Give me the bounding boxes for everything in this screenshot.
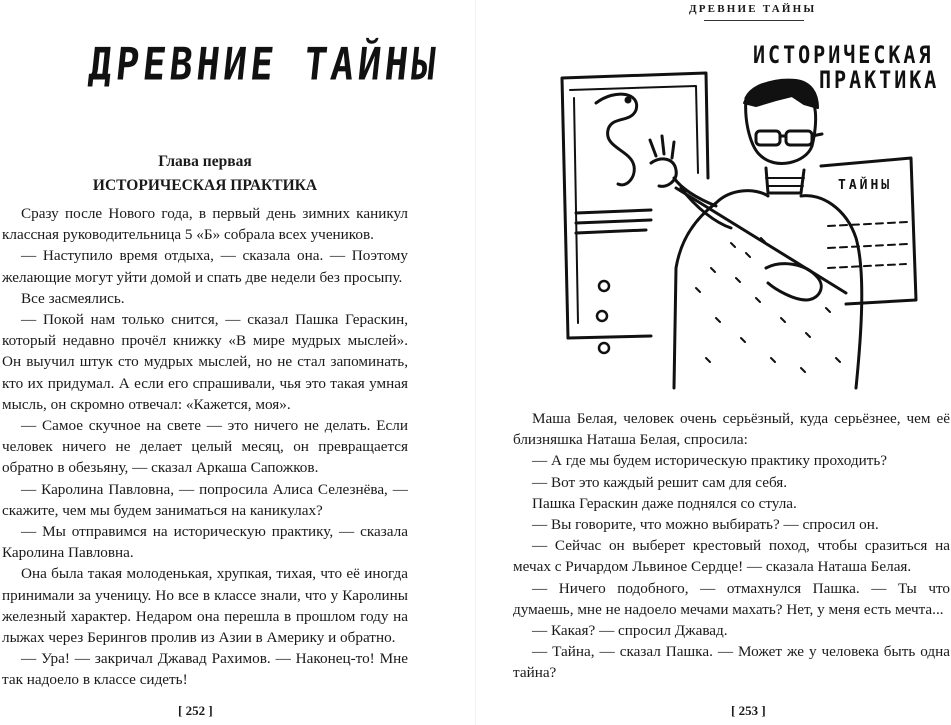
chapter-number: Глава первая (158, 153, 252, 170)
chapter-title: ИСТОРИЧЕСКАЯ ПРАКТИКА (92, 177, 318, 194)
paragraph: Маша Белая, человек очень серьёзный, куда серьёзнее, чем её близняшка Наташа Белая, спросила: (513, 410, 950, 449)
paragraph: — Ура! — закричал Джавад Рахимов. — Наконец-то! Мне так надоело в классе сидеть! (2, 650, 408, 689)
paragraph: Все засмеялись. (21, 289, 125, 307)
paragraph: — Ничего подобного, — отмахнулся Пашка. — Ты что думаешь, мне не надоело мечами махать? Нет, у меня есть мечта... (513, 579, 950, 618)
paragraph: — Какая? — спросил Джавад. (532, 622, 728, 640)
page-number-right: [ 253 ] (731, 703, 766, 718)
right-page (476, 0, 951, 725)
illustration-caption-line1: ИСТОРИЧЕСКАЯ (753, 40, 934, 69)
paragraph: — А где мы будем историческую практику проходить? (532, 452, 888, 470)
paragraph: — Покой нам только снится, — сказал Пашка Гераскин, который недавно прочёл книжку «В мире мудрых мыслей». Он выучил штук сто мудрых мыслей, но не стал запоминать, кто их придумал. А если его спрашивали, чья это такая умная мысль, он скромно отвечал: «Кажется, моя». (2, 311, 408, 413)
right-body-text (513, 408, 950, 684)
paragraph: — Вот это каждый решит сам для себя. (532, 473, 788, 491)
left-body-text (2, 203, 408, 691)
left-page (0, 0, 475, 725)
paragraph: Сразу после Нового года, в первый день зимних каникул классная руководительница 5 «Б» собрала всех учеников. (2, 205, 408, 244)
paragraph: — Сейчас он выберет крестовый поход, чтобы сразиться на мечах с Ричардом Львиное Сердце! — сказала Наташа Белая. (513, 537, 950, 576)
paragraph: — Наступило время отдыха, — сказала она. — Поэтому желающие могут уйти домой и спать две недели без просыпу. (2, 247, 408, 286)
paragraph: — Мы отправимся на историческую практику, — сказала Каролина Павловна. (2, 523, 408, 562)
illustration-caption-line2: ПРАКТИКА (819, 65, 940, 94)
running-head-rule (704, 20, 804, 21)
paragraph: — Вы говорите, что можно выбирать? — спросил он. (532, 516, 879, 534)
paragraph: — Самое скучное на свете — это ничего не делать. Если человек ничего не делает целый месяц, он превращается обратно в обезьяну, — сказал Аркаша Сапожков. (2, 417, 408, 477)
book-title-handwritten: ДРЕВНИЕ ТАЙНЫ (86, 38, 442, 90)
running-head: ДРЕВНИЕ ТАЙНЫ (689, 3, 817, 15)
page-number-left: [ 252 ] (178, 703, 213, 718)
paragraph: — Тайна, — сказал Пашка. — Может же у человека быть одна тайна? (513, 643, 950, 682)
paragraph: Она была такая молоденькая, хрупкая, тихая, что её иногда принимали за ученицу. Но все в классе знали, что у Каролины железный характер. Недаром она перешла в прошлом году на лыжах через Берингов пролив из Азии в Америку и обратно. (2, 565, 408, 647)
illustration-chart-word: ТАЙНЫ (838, 178, 893, 193)
paragraph: Пашка Гераскин даже поднялся со стула. (532, 494, 797, 512)
paragraph: — Каролина Павловна, — попросила Алиса Селезнёва, — скажите, чем мы будем заниматься на каникулах? (2, 480, 408, 519)
